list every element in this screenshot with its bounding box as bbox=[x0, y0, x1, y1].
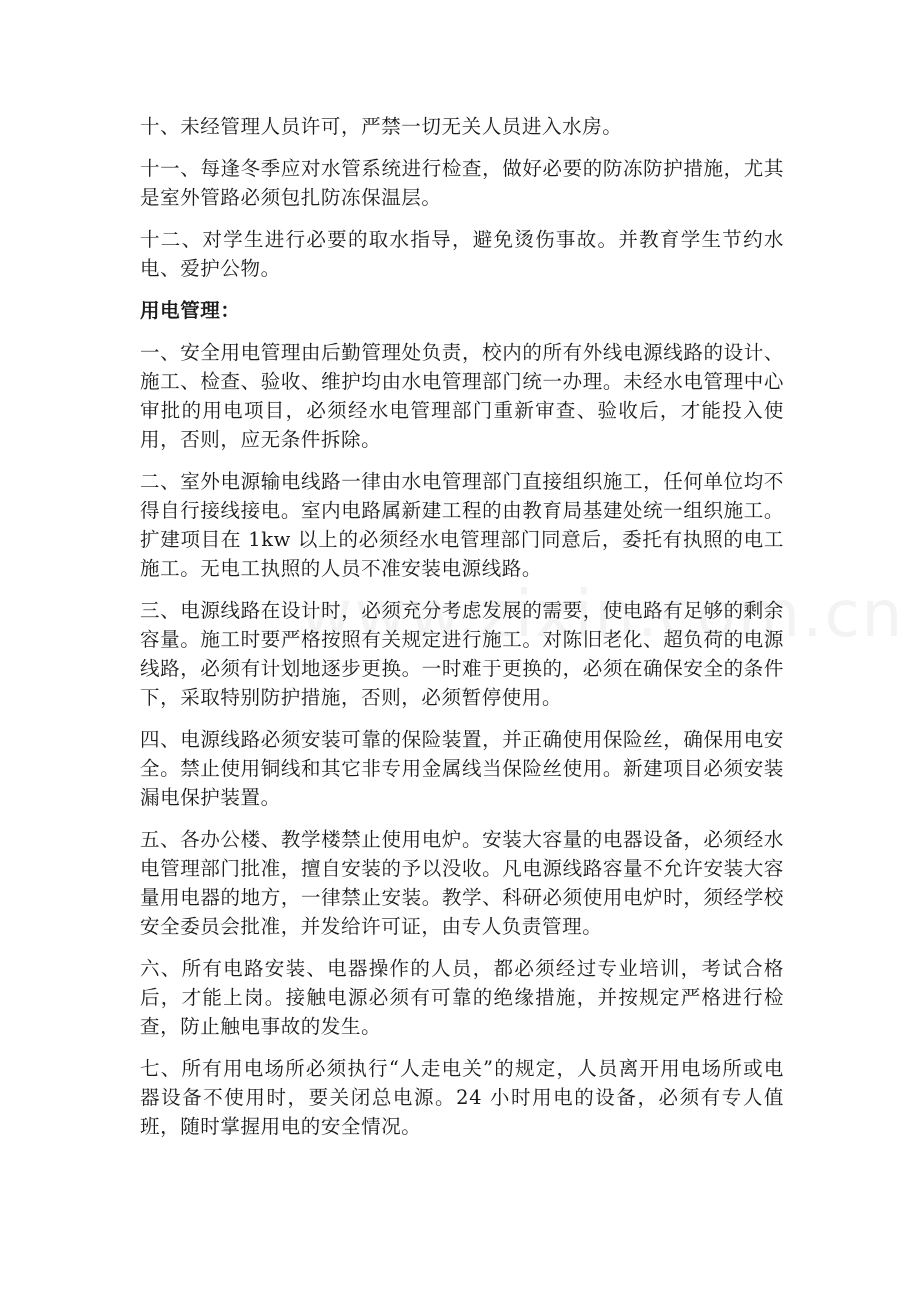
section-heading-power-management: 用电管理： bbox=[140, 299, 241, 322]
paragraph-power-4: 四、电源线路必须安装可靠的保险装置，并正确使用保险丝，确保用电安全。禁止使用铜线和其它非专用金属线当保险丝使用。新建项目必须安装漏电保护装置。 bbox=[140, 728, 784, 809]
document-body bbox=[140, 112, 784, 1154]
paragraph-power-7: 七、所有用电场所必须执行“人走电关”的规定，人员离开用电场所或电器设备不使用时，要关闭总电源。24 小时用电的设备，必须有专人值班，随时掌握用电的安全情况。 bbox=[140, 1057, 784, 1138]
paragraph-power-6: 六、所有电路安装、电器操作的人员，都必须经过专业培训，考试合格后，才能上岗。接触电源必须有可靠的绝缘措施，并按规定严格进行检查，防止触电事故的发生。 bbox=[140, 957, 784, 1038]
paragraph-power-5: 五、各办公楼、教学楼禁止使用电炉。安装大容量的电器设备，必须经水电管理部门批准，擅自安装的予以没收。凡电源线路容量不允许安装大容量用电器的地方，一律禁止安装。教学、科研必须使用电炉时，须经学校安全委员会批准，并发给许可证，由专人负责管理。 bbox=[140, 828, 784, 938]
paragraph-rule-11: 十一、每逢冬季应对水管系统进行检查，做好必要的防冻防护措施，尤其是室外管路必须包扎防冻保温层。 bbox=[140, 157, 784, 209]
paragraph-rule-10: 十、未经管理人员许可，严禁一切无关人员进入水房。 bbox=[140, 115, 623, 138]
paragraph-power-3: 三、电源线路在设计时，必须充分考虑发展的需要，使电路有足够的剩余容量。施工时要严格按照有关规定进行施工。对陈旧老化、超负荷的电源线路，必须有计划地逐步更换。一时难于更换的，必须在确保安全的条件下，采取特别防护措施，否则，必须暂停使用。 bbox=[140, 599, 784, 709]
paragraph-power-2: 二、室外电源输电线路一律由水电管理部门直接组织施工，任何单位均不得自行接线接电。室内电路属新建工程的由教育局基建处统一组织施工。扩建项目在 1kw 以上的必须经水电管理部门同意后，委托有执照的电工施工。无电工执照的人员不准安装电源线路。 bbox=[140, 470, 784, 580]
paragraph-rule-12: 十二、对学生进行必要的取水指导，避免烫伤事故。并教育学生节约水电、爱护公物。 bbox=[140, 228, 784, 280]
paragraph-power-1: 一、安全用电管理由后勤管理处负责，校内的所有外线电源线路的设计、施工、检查、验收、维护均由水电管理部门统一办理。未经水电管理中心审批的用电项目，必须经水电管理部门重新审查、验收后，才能投入使用，否则，应无条件拆除。 bbox=[140, 341, 784, 451]
